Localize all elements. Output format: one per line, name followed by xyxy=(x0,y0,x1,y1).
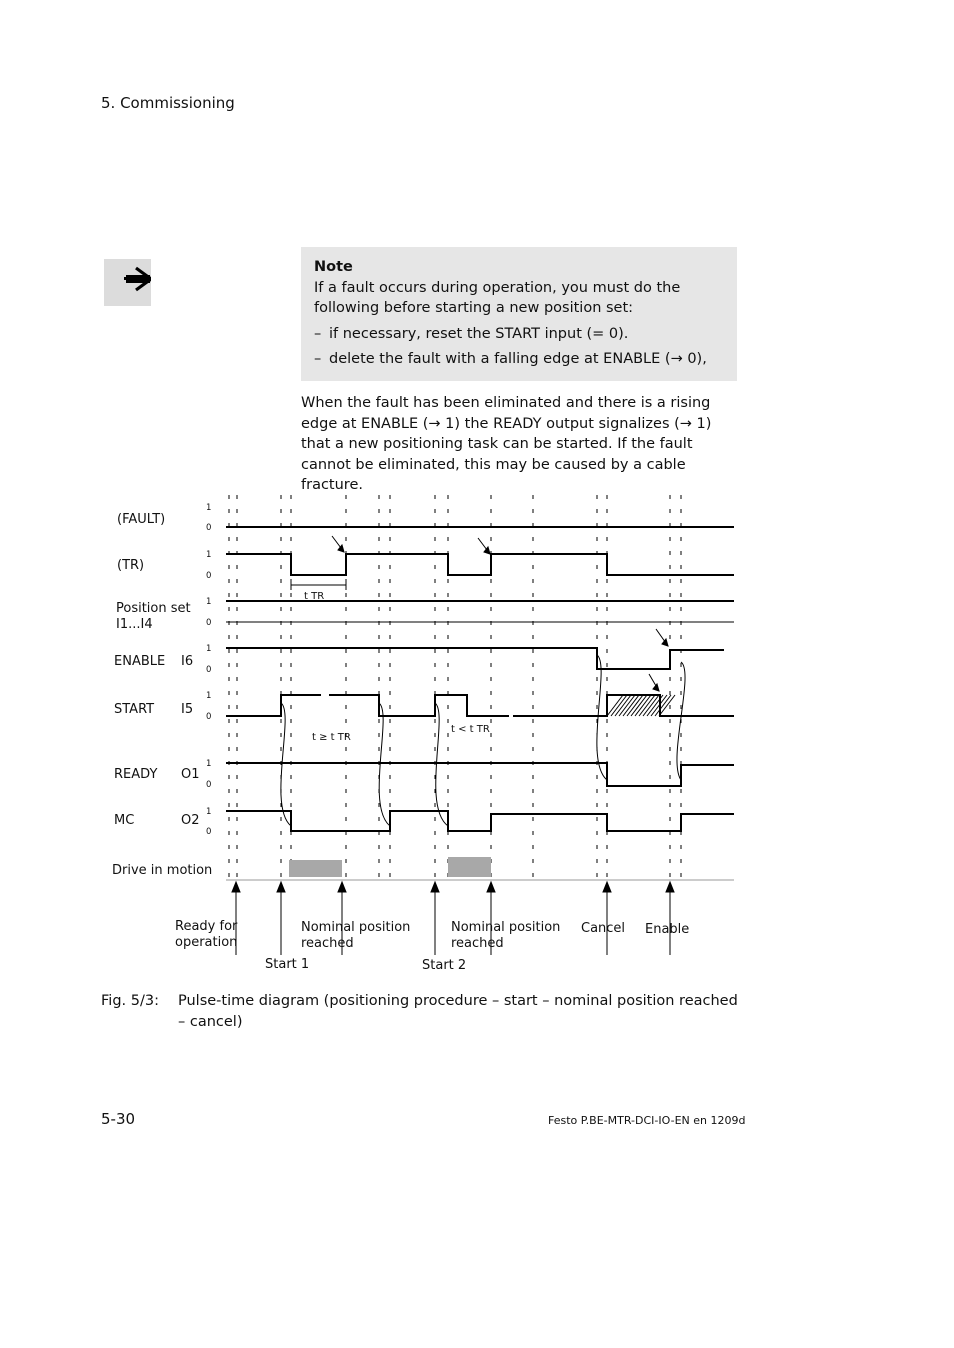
causal-curve xyxy=(435,703,448,826)
t-ge-label: t ≥ t TR xyxy=(312,732,351,743)
event-label: reached xyxy=(301,936,354,951)
level-high-label: 1 xyxy=(206,759,212,769)
event-arrow-head xyxy=(666,882,674,892)
level-low-label: 0 xyxy=(206,665,212,675)
chapter-header: 5. Commissioning xyxy=(101,94,235,112)
enable-signal xyxy=(226,648,724,669)
signal-io-label: O2 xyxy=(181,813,200,828)
publication-id: Festo P.BE-MTR-DCI-IO-EN en 1209d xyxy=(548,1114,746,1127)
caption-label: Fig. 5/3: xyxy=(101,993,159,1009)
tr-signal xyxy=(226,554,734,575)
event-arrow-head xyxy=(431,882,439,892)
motion-bar-1 xyxy=(289,860,342,877)
start-signal xyxy=(226,695,321,716)
signal-label: (FAULT) xyxy=(117,512,166,527)
note-text: If a fault occurs during operation, you must do the following before starting a new position set: xyxy=(314,279,681,316)
level-low-label: 0 xyxy=(206,827,212,837)
level-high-label: 1 xyxy=(206,644,212,654)
level-high-label: 1 xyxy=(206,503,212,513)
level-low-label: 0 xyxy=(206,780,212,790)
signal-label: START xyxy=(114,702,155,717)
causal-curve xyxy=(379,703,390,826)
level-high-label: 1 xyxy=(206,550,212,560)
event-arrow-head xyxy=(487,882,495,892)
event-arrow-head xyxy=(338,882,346,892)
level-low-label: 0 xyxy=(206,571,212,581)
causal-curve xyxy=(281,703,291,826)
t-lt-label: t < t TR xyxy=(451,724,490,735)
motion-label: Drive in motion xyxy=(112,863,213,878)
level-high-label: 1 xyxy=(206,807,212,817)
event-label: Ready for xyxy=(175,919,238,934)
event-arrow-head xyxy=(603,882,611,892)
start-signal xyxy=(329,695,509,716)
level-low-label: 0 xyxy=(206,712,212,722)
note-bullet: – if necessary, reset the START input (= 0). xyxy=(314,325,629,342)
body-paragraph: When the fault has been eliminated and there is a rising edge at ENABLE (→ 1) the READY output signalizes (→ 1) that a new positioning task can be started. If the fault cannot be eliminated, this may be caused by a cable fracture. xyxy=(301,395,712,493)
mc-signal xyxy=(226,811,734,831)
event-label: Nominal position xyxy=(301,920,411,935)
event-label: Start 1 xyxy=(265,957,310,972)
event-arrow-head xyxy=(232,882,240,892)
event-label: operation xyxy=(175,935,238,950)
cause-arrow-head xyxy=(662,639,668,646)
start-hatched-area xyxy=(607,695,675,716)
signal-io-label: O1 xyxy=(181,767,200,782)
motion-bar-2 xyxy=(448,857,491,877)
event-label: Start 2 xyxy=(422,958,467,973)
signal-label: ENABLE xyxy=(114,654,166,669)
page-number: 5-30 xyxy=(101,1110,136,1128)
signal-label: Position set xyxy=(116,601,191,616)
signal-io-label: I6 xyxy=(181,654,194,669)
caption-text: Pulse-time diagram (positioning procedure – start – nominal position reached – cancel) xyxy=(178,993,738,1030)
event-label: Nominal position xyxy=(451,920,561,935)
signal-label: MC xyxy=(114,813,135,828)
level-low-label: 0 xyxy=(206,523,212,533)
cause-arrow-head xyxy=(653,684,659,691)
signal-io-label: I5 xyxy=(181,702,194,717)
signal-label: (TR) xyxy=(117,558,145,573)
signal-label: READY xyxy=(114,767,158,782)
signal-sublabel: I1...I4 xyxy=(116,617,153,632)
level-high-label: 1 xyxy=(206,691,212,701)
note-bullet-text: if necessary, reset the START input (= 0). xyxy=(329,325,629,342)
hatch-line xyxy=(659,695,675,716)
event-label: Cancel xyxy=(581,921,626,936)
ready-signal xyxy=(226,763,734,786)
cause-arrow-head xyxy=(338,545,344,552)
note-bullet-text: delete the fault with a falling edge at ENABLE (→ 0), xyxy=(329,351,707,367)
event-label: reached xyxy=(451,936,504,951)
event-arrow-head xyxy=(277,882,285,892)
note-bullet: – delete the fault with a falling edge at ENABLE (→ 0), xyxy=(314,351,707,367)
causal-curve xyxy=(597,655,607,780)
cause-arrow-head xyxy=(484,547,490,554)
t-tr-label: t TR xyxy=(304,591,325,602)
event-label: Enable xyxy=(645,922,690,937)
note-title: Note xyxy=(314,259,353,275)
level-high-label: 1 xyxy=(206,597,212,607)
level-low-label: 0 xyxy=(206,618,212,628)
